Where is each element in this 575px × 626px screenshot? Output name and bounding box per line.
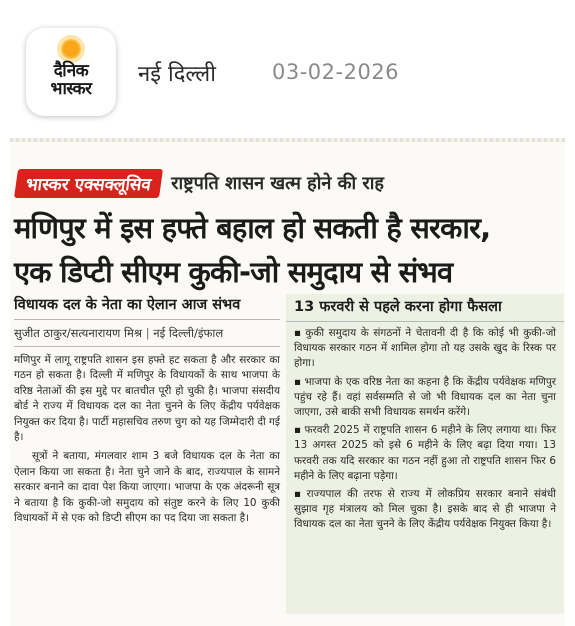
kicker-row — [16, 168, 384, 198]
main-story-column — [14, 294, 280, 526]
body-paragraph: सूत्रों ने बताया, मंगलवार शाम 3 बजे विधायक दल के नेता का ऐलान किया जा सकता है। नेता चुने जाने के बाद, राज्यपाल के सामने सरकार बनाने का दावा पेश किया जाएगा। भाजपा के एक अंदरूनी सूत्र ने बताया है कि कुकी-जो समुदाय को संतुष्ट करने के लिए 10 कुकी विधायकों में से एक को डिप्टी सीएम का पद दिया जा सकता है। — [14, 450, 280, 525]
torn-edge — [10, 138, 565, 142]
sun-icon — [60, 38, 82, 60]
headline — [14, 206, 562, 294]
list-item: ▪ भाजपा के एक वरिष्ठ नेता का कहना है कि केंद्रीय पर्यवेक्षक मणिपुर पहुंच रहे हैं। वहां सर्वसम्मति से जो भी विधायक दल का नेता चुना जाएगा, उसे बाकी सभी विधायक समर्थन करेंगे। — [294, 375, 556, 419]
sidebar-bullets — [286, 322, 564, 533]
byline: सुजीत ठाकुर/सत्यनारायण मिश्र | नई दिल्ली/इंफाल — [14, 326, 280, 347]
main-story-subhead: विधायक दल के नेता का ऐलान आज संभव — [14, 294, 280, 320]
list-item: ▪ कुकी समुदाय के संगठनों ने चेतावनी दी है कि कोई भी कुकी-जो विधायक सरकार गठन में शामिल होगा तो यह उसके खुद के रिस्क पर होगा। — [294, 327, 556, 370]
exclusive-badge: भास्कर एक्सक्लूसिव — [14, 169, 163, 198]
sidebar-box — [286, 294, 564, 614]
body-paragraph: मणिपुर में लागू राष्ट्रपति शासन इस हफ्ते हट सकता है और सरकार का गठन हो सकता है। दिल्ली में मणिपुर के विधायकों के साथ भाजपा के वरिष्ठ नेताओं की इस मुद्दे पर बातचीत पूरी हो चुकी है। भाजपा संसदीय बोर्ड ने राज्य में विधायक दल का नेता चुनने के लिए केंद्रीय पर्यवेक्षक नियुक्त कर दिया है। पार्टी महासचिव तरुण चुग को यह जिम्मेदारी दी गई है। — [14, 354, 280, 444]
edition-city: नई दिल्ली — [138, 62, 216, 87]
headline-line: एक डिप्टी सीएम कुकी-जो समुदाय से संभव — [14, 255, 453, 289]
main-story-body — [14, 353, 280, 526]
byline-place: नई दिल्ली/इंफाल — [153, 326, 224, 340]
share-header — [0, 0, 575, 128]
dainik-bhaskar-logo[interactable] — [26, 28, 116, 116]
edition-date: 03-02-2026 — [272, 60, 400, 84]
logo-text-line2: भास्कर — [50, 79, 92, 99]
headline-line: मणिपुर में इस हफ्ते बहाल हो सकती है सरकार, — [14, 211, 491, 245]
byline-authors: सुजीत ठाकुर/सत्यनारायण मिश्र — [14, 326, 143, 340]
sidebar-subhead: 13 फरवरी से पहले करना होगा फैसला — [286, 294, 564, 322]
kicker-text: राष्ट्रपति शासन खत्म होने की राह — [171, 173, 384, 194]
list-item: ▪ फरवरी 2025 में राष्ट्रपति शासन 6 महीने के लिए लगाया था। फिर 13 अगस्त 2025 को इसे 6 महीने के लिए बढ़ा दिया गया। 13 फरवरी तक यदि सरकार का गठन नहीं हुआ तो राष्ट्रपति शासन फिर 6 महीने के लिए बढ़ाना पड़ेगा। — [294, 424, 557, 482]
list-item: ▪ राज्यपाल की तरफ से राज्य में लोकप्रिय सरकार बनाने संबंधी सुझाव गृह मंत्रालय को मिल चुका है। इसके बाद से ही भाजपा ने विधायक दल का नेता चुनने के लिए केंद्रीय पर्यवेक्षक नियुक्त किया है। — [294, 488, 556, 531]
newspaper-clipping — [10, 138, 565, 626]
logo-text-line1: दैनिक — [53, 61, 89, 81]
